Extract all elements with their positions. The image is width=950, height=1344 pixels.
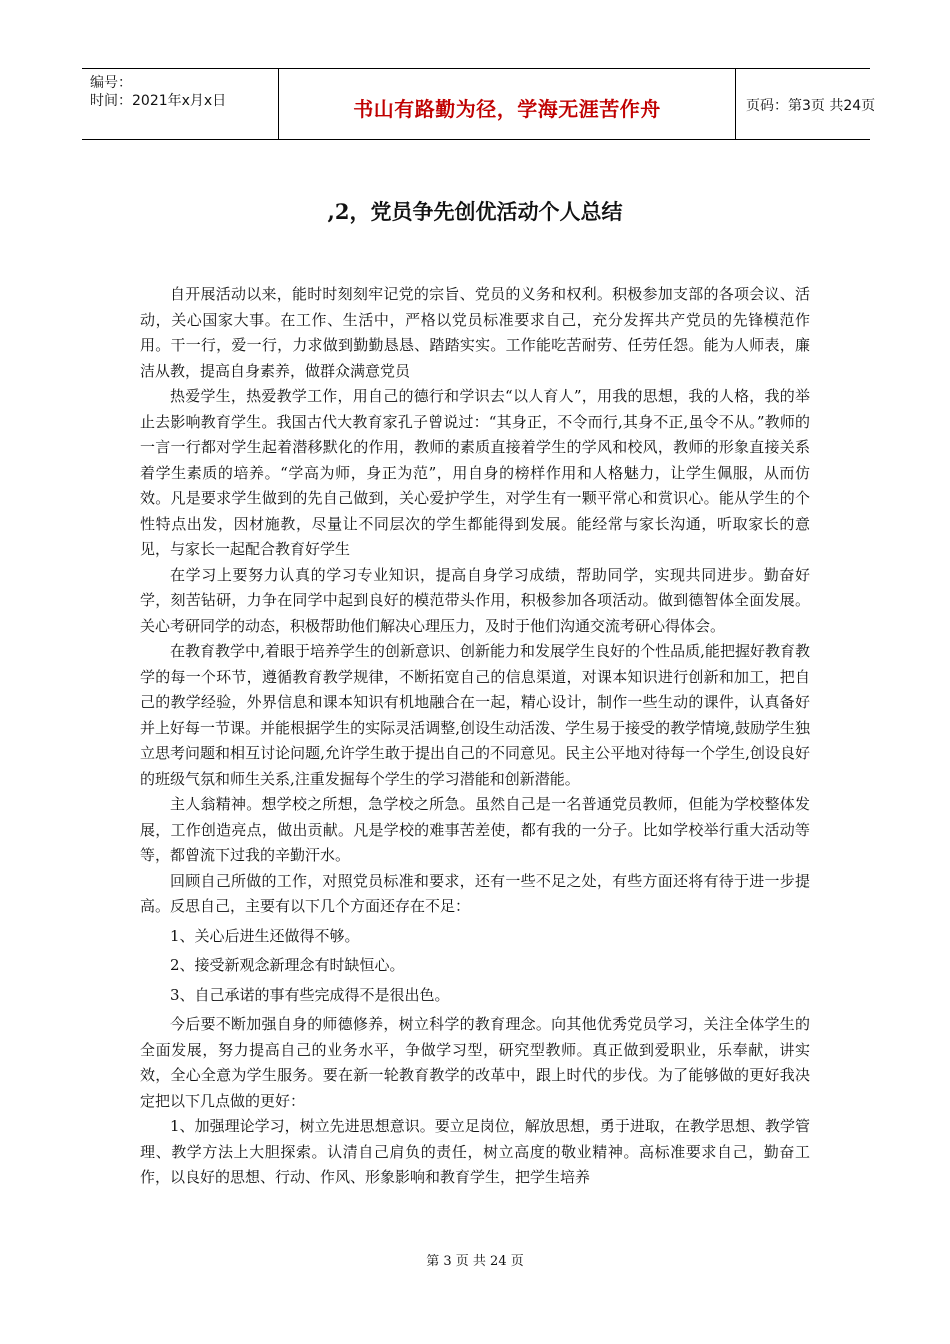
- body-paragraph: 在教育教学中,着眼于培养学生的创新意识、创新能力和发展学生良好的个性品质,能把握好教育教学的每一个环节，遵循教育教学规律，不断拓宽自己的信息渠道，对课本知识进行创新和加工，把自己的教学经验，外界信息和课本知识有机地融合在一起，精心设计，制作一些生动的课件，认真备好并上好每一节课。并能根据学生的实际灵活调整,创设生动活泼、学生易于接受的教学情境,鼓励学生独立思考问题和相互讨论问题,允许学生敢于提出自己的不同意见。民主公平地对待每一个学生,创设良好的班级气氛和师生关系,注重发掘每个学生的学习潜能和创新潜能。: [140, 642, 810, 788]
- body-paragraph: 回顾自己所做的工作，对照党员标准和要求，还有一些不足之处，有些方面还将有待于进一步提高。反思自己，主要有以下几个方面还存在不足：: [140, 871, 810, 915]
- body-paragraph: 自开展活动以来，能时时刻刻牢记党的宗旨、党员的义务和权利。积极参加支部的各项会议、活动，关心国家大事。在工作、生活中，严格以党员标准要求自己，充分发挥共产党员的先锋模范作用。干一行，爱一行，力求做到勤勤恳恳、踏踏实实。工作能吃苦耐劳、任劳任怨。能为人师表，廉洁从教，提高自身素养，做群众满意党员: [140, 285, 810, 380]
- document-time-label: 时间：2021年x月x日: [90, 93, 227, 109]
- body-paragraph: 热爱学生，热爱教学工作，用自己的德行和学识去“以人育人”，用我的思想，我的人格，我的举止去影响教育学生。我国古代大教育家孔子曾说过：“其身正，不令而行,其身不正,虽令不从。”教师的一言一行都对学生起着潜移默化的作用，教师的素质直接着学生的学风和校风，教师的形象直接关系着学生素质的培养。“学高为师，身正为范”，用自身的榜样作用和人格魅力，让学生佩服，从而仿效。凡是要求学生做到的先自己做到，关心爱护学生，对学生有一颗平常心和赏识心。能从学生的个性特点出发，因材施教，尽量让不同层次的学生都能得到发展。能经常与家长沟通，听取家长的意见，与家长一起配合教育好学生: [140, 387, 810, 558]
- body-paragraph: 在学习上要努力认真的学习专业知识，提高自身学习成绩，帮助同学，实现共同进步。勤奋好学，刻苦钻研，力争在同学中起到良好的模范带头作用，积极参加各项活动。做到德智体全面发展。关心考研同学的动态，积极帮助他们解决心理压力，及时于他们沟通交流考研心得体会。: [140, 565, 810, 635]
- document-body: [140, 282, 810, 1191]
- list-item: 2、接受新观念新理念有时缺恒心。: [170, 956, 405, 974]
- list-item: 3、自己承诺的事有些完成得不是很出色。: [170, 985, 450, 1004]
- document-number-label: 编号：: [90, 75, 132, 91]
- header-page-info: 页码：第3页 共24页: [746, 98, 876, 114]
- list-item: 1、关心后进生还做得不够。: [170, 926, 360, 945]
- page-footer: 第 3 页 共 24 页: [426, 1254, 524, 1269]
- header-motto-cell: [279, 69, 736, 139]
- header-page-cell: [736, 69, 876, 139]
- document-title: ,2，党员争先创优活动个人总结: [327, 199, 623, 224]
- header-motto: 书山有路勤为径，学海无涯苦作舟: [353, 97, 661, 121]
- body-paragraph: 主人翁精神。想学校之所想，急学校之所急。虽然自己是一名普通党员教师，但能为学校整体发展，工作创造亮点，做出贡献。凡是学校的难事苦差使，都有我的一分子。比如学校举行重大活动等等，都曾流下过我的辛勤汗水。: [140, 795, 810, 864]
- header-meta-cell: [82, 69, 279, 139]
- body-paragraph: 1、加强理论学习，树立先进思想意识。要立足岗位，解放思想，勇于进取，在教学思想、教学管理、教学方法上大胆探索。认清自己肩负的责任，树立高度的敬业精神。高标准要求自己，勤奋工作，以良好的思想、行动、作风、形象影响和教育学生，把学生培养: [140, 1117, 810, 1186]
- page-header: [82, 68, 876, 140]
- body-paragraph: 今后要不断加强自身的师德修养，树立科学的教育理念。向其他优秀党员学习，关注全体学生的全面发展，努力提高自己的业务水平，争做学习型，研究型教师。真正做到爱职业，乐奉献，讲实效，全心全意为学生服务。要在新一轮教育教学的改革中，跟上时代的步伐。为了能够做的更好我决定把以下几点做的更好：: [140, 1015, 810, 1110]
